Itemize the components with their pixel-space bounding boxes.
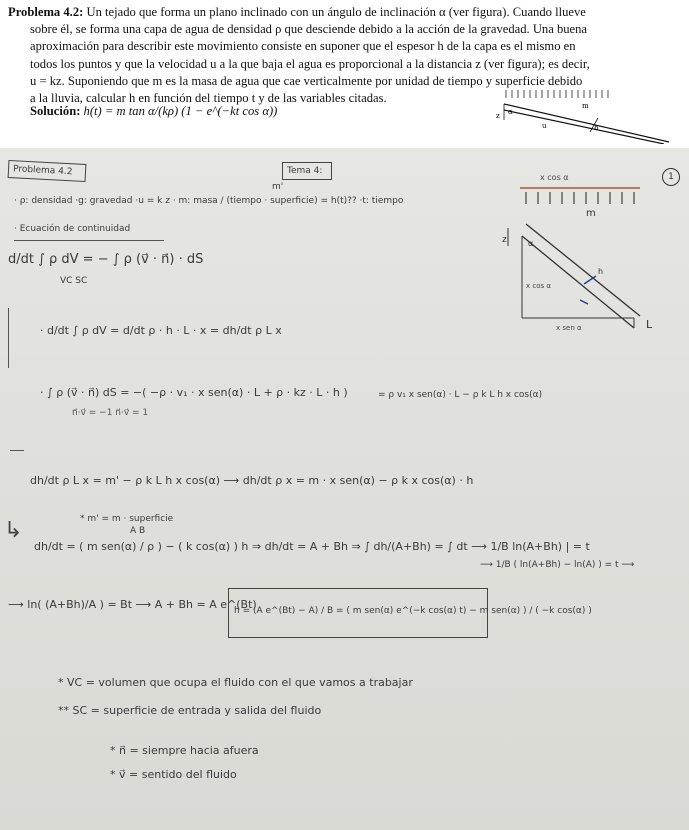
equation-2: · d/dt ∫ ρ dV = d/dt ρ · h · L · x = dh/dt ρ L x — [40, 324, 282, 337]
fig-label-alpha: α — [508, 108, 513, 116]
definitions-line: · ρ: densidad ·g: gravedad ·u = k z · m: masa / (tiempo · superficie) = h(t)?? ·t: tiempo — [14, 196, 404, 206]
problem-line: a la lluvia, calcular h en función del tiempo t y de las variables citadas. — [30, 91, 387, 106]
legend-mark: * — [110, 744, 116, 757]
equation-3: · ∫ ρ (v⃗ · n⃗) dS = −( −ρ · v₁ · x sen(α) · L + ρ · kz · L · h ) — [40, 386, 348, 399]
legend-mark: * — [110, 768, 116, 781]
sketch-label-xcos: x cos α — [526, 282, 551, 290]
problem-line: sobre él, se forma una capa de agua de densidad ρ que desciende debido a la acción de la gravedad. Una buena — [30, 22, 588, 37]
equation-3-notes: n⃗·v⃗ = −1 n⃗·v⃗ = 1 — [72, 408, 149, 418]
problem-statement — [0, 0, 689, 148]
equation-3-right: = ρ v₁ x sen(α) · L − ρ k L h x cos(α) — [378, 390, 543, 400]
problem-line: todos los puntos y que la velocidad u a la que baja el agua es proporcional a la distancia z (ver figura); es decir, — [30, 56, 590, 71]
equation-6: ⟶ ln( (A+Bh)/A ) = Bt ⟶ A + Bh = A e^(Bt) — [8, 598, 257, 611]
result-arrow-icon: ↳ — [4, 518, 23, 543]
solution-label: Solución: — [30, 104, 81, 118]
problem-line: Un tejado que forma un plano inclinado con un ángulo de inclinación α (ver figura). Cuando llueve — [86, 5, 586, 19]
solution-formula: h(t) = m tan α/(kρ) (1 − e^(−kt cos α)) — [83, 104, 278, 118]
equation-5-right: ⟶ 1/B ( ln(A+Bh) − ln(A) ) = t ⟶ — [480, 560, 635, 570]
roof-diagram — [494, 86, 684, 144]
sketch-label-xsen: x sen α — [556, 324, 582, 332]
equation-4: dh/dt ρ L x = m' − ρ k L h x cos(α) ⟶ dh/dt ρ x = m · x sen(α) − ρ k x cos(α) · h — [30, 474, 474, 487]
equation-5-note: * m' = m · superficie — [80, 514, 174, 524]
fig-label-u: u — [542, 122, 547, 130]
sketch-label-L: L — [646, 318, 653, 331]
bracket-line — [8, 308, 9, 368]
underline — [14, 240, 164, 241]
legend-n: * n⃗ = siempre hacia afuera — [110, 744, 259, 757]
fig-label-m: m — [582, 102, 589, 110]
equation-1-subscripts: VC SC — [60, 276, 88, 286]
roof-sketch — [500, 168, 685, 343]
sketch-label-top: x cos α — [540, 173, 569, 182]
continuity-heading: · Ecuación de continuidad — [14, 224, 131, 234]
fig-label-z: z — [496, 112, 500, 120]
sketch-label-m: m — [586, 208, 596, 219]
fig-label-h: h — [594, 124, 599, 132]
handwritten-notes — [0, 148, 689, 830]
sketch-label-z: z — [502, 235, 507, 245]
result-formula: h = (A e^(Bt) − A) / B = ( m sen(α) e^(−k cos(α) t) − m sen(α) ) / ( −k cos(α) ) — [234, 606, 592, 616]
sketch-label-h: h — [598, 267, 604, 276]
m-prime-label: m' — [272, 182, 284, 192]
sketch-label-alpha: α — [528, 239, 534, 248]
equation-5: dh/dt = ( m sen(α) / ρ ) − ( k cos(α) ) h ⇒ dh/dt = A + Bh ⇒ ∫ dh/(A+Bh) = ∫ dt ⟶ 1/B ln(A+Bh) | = t — [34, 540, 590, 553]
problem-title: Problema 4.2: — [8, 5, 84, 19]
legend-v: * v⃗ = sentido del fluido — [110, 768, 237, 781]
equation-5-labels: A B — [130, 526, 146, 536]
arrow-stub — [10, 450, 24, 451]
legend-sc: ** SC = superficie de entrada y salida del fluido — [58, 704, 322, 717]
problem-number-box: Problema 4.2 — [8, 160, 87, 182]
solution — [30, 104, 277, 119]
page-number: 1 — [662, 168, 680, 186]
legend-vc: * VC = volumen que ocupa el fluido con el que vamos a trabajar — [58, 676, 413, 689]
tema-box: Tema 4: — [282, 162, 332, 180]
problem-line: u = kz. Suponiendo que m es la masa de agua que cae verticalmente por unidad de tiempo y superficie debido — [30, 73, 583, 88]
legend-mark: ** — [58, 704, 69, 717]
legend-mark: * — [58, 676, 64, 689]
equation-1: d/dt ∫ ρ dV = − ∫ ρ (v⃗ · n⃗) · dS — [8, 252, 204, 267]
problem-line: aproximación para describir este movimiento consiste en suponer que el espesor h de la capa es el mismo en — [30, 39, 576, 54]
